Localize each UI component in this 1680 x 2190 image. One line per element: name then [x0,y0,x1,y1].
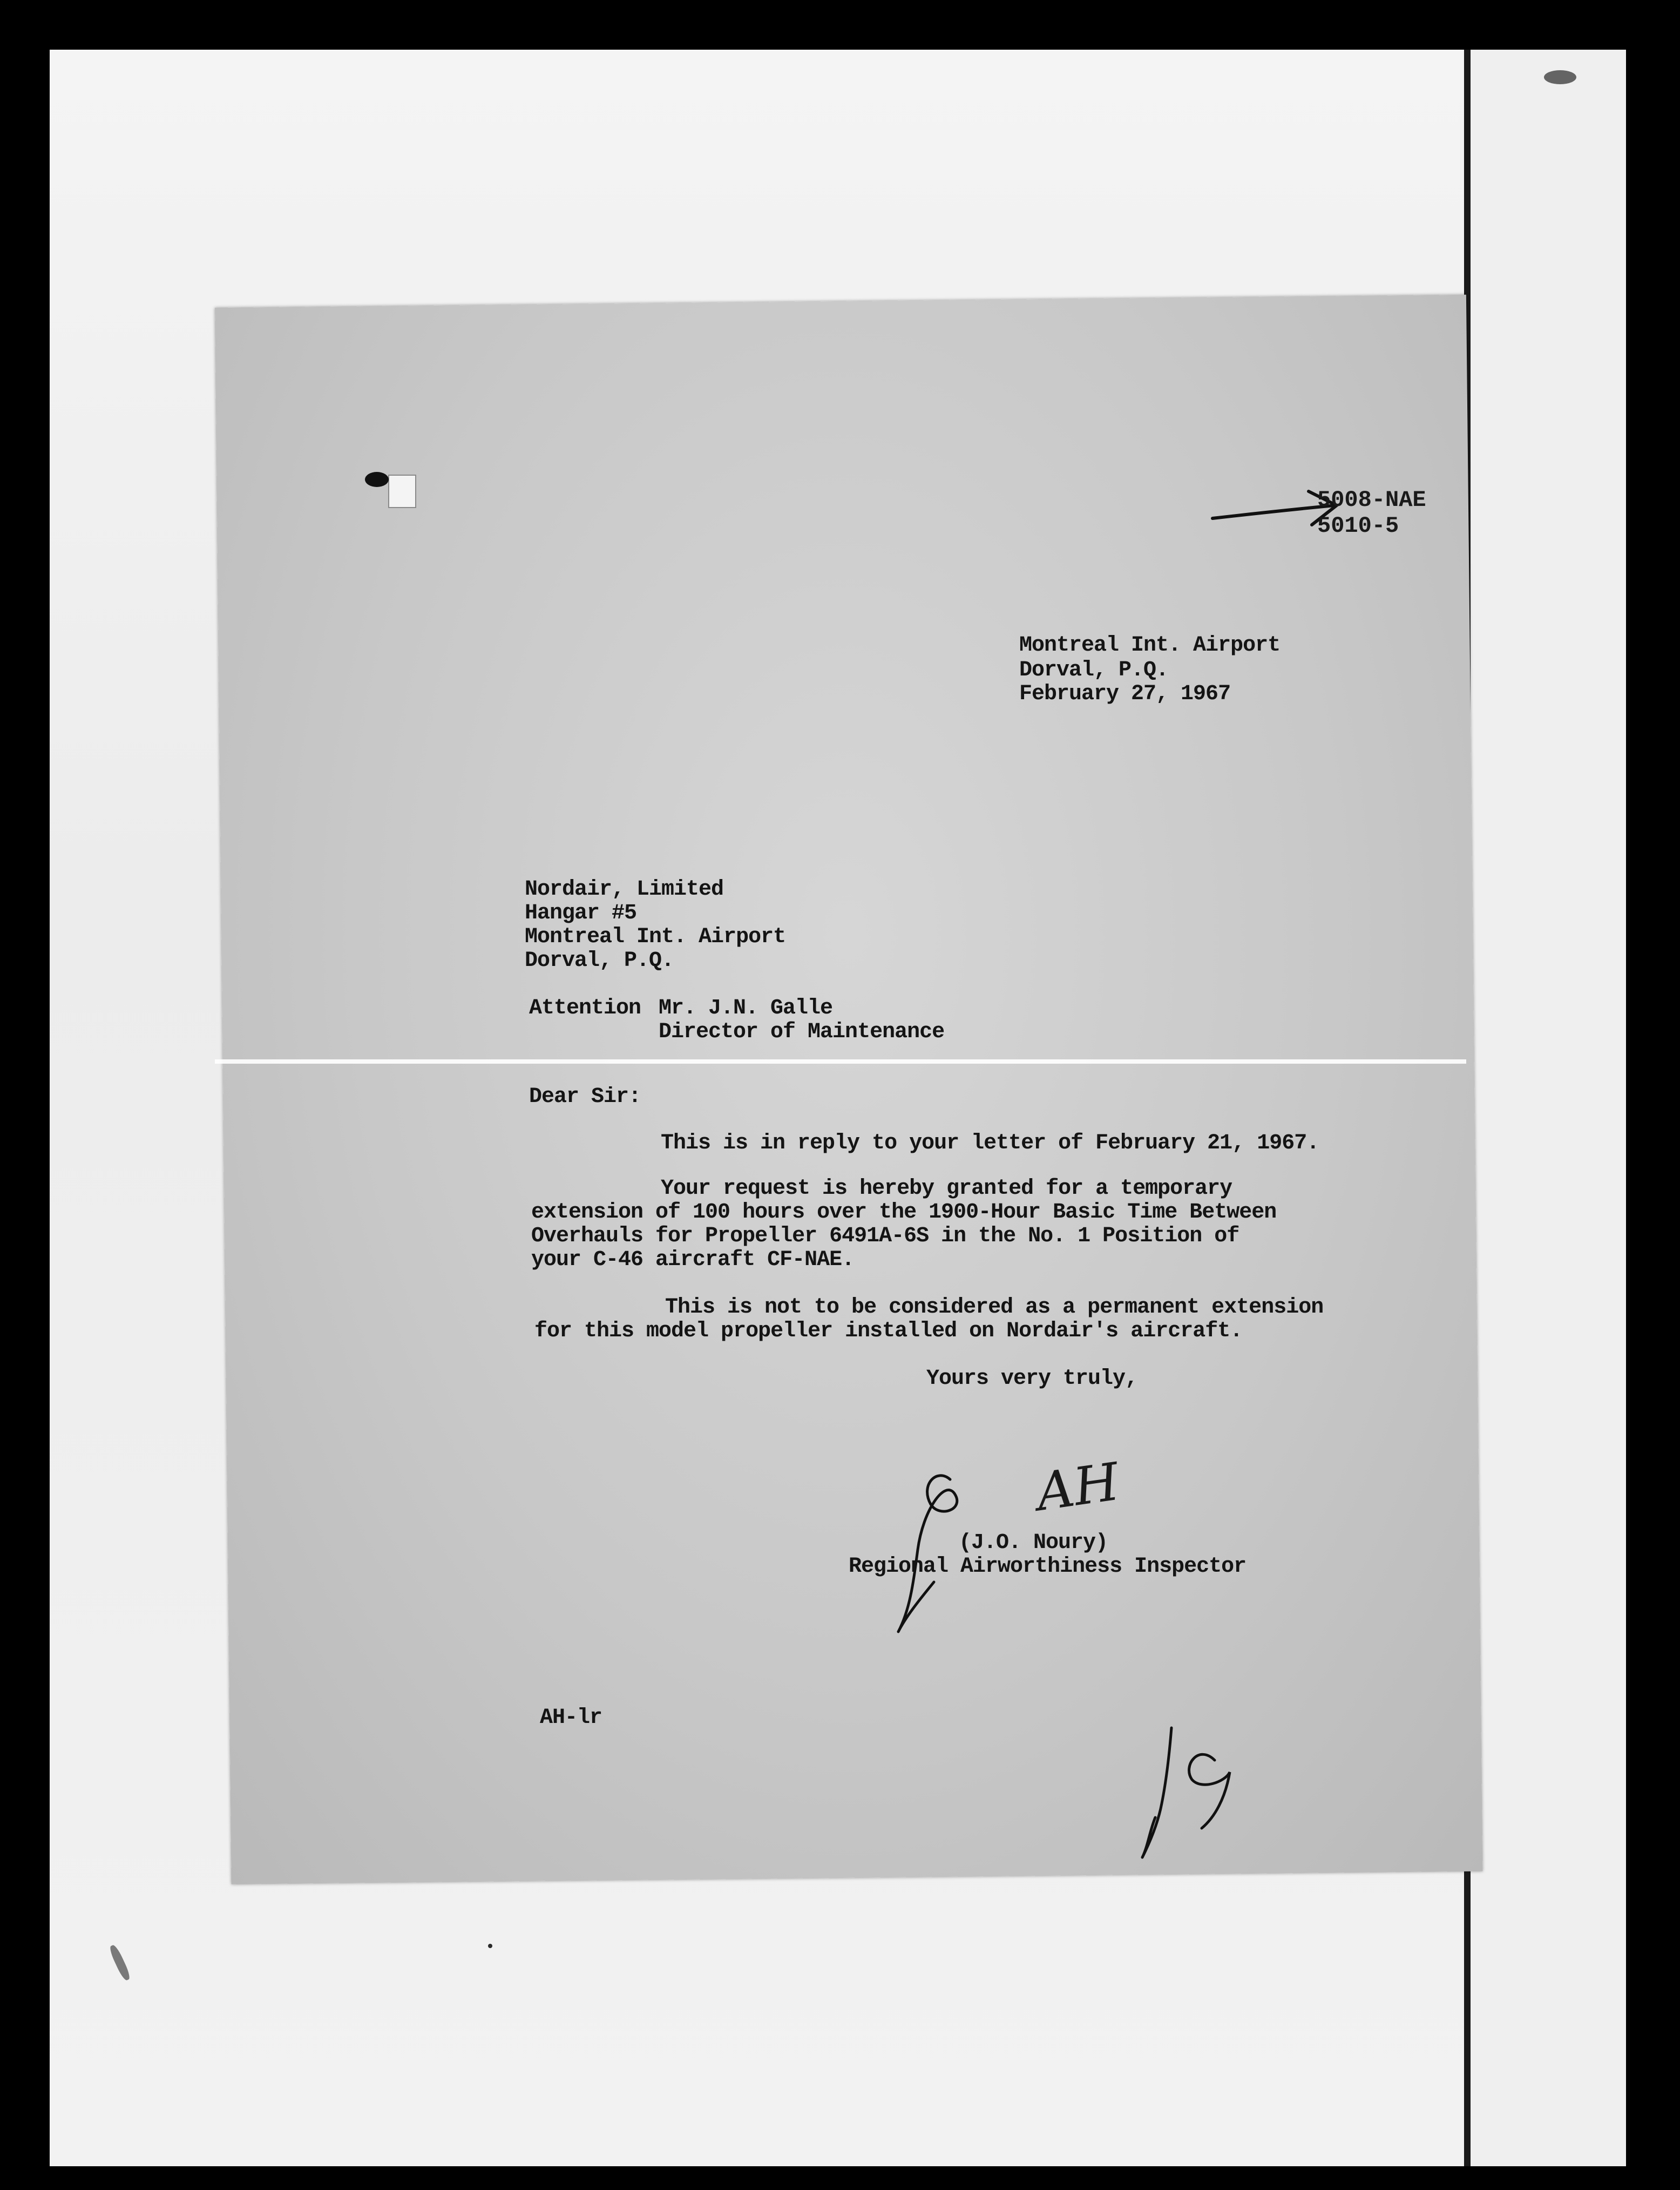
attention-name: Mr. J.N. Galle [659,996,833,1020]
scan-speck [1544,70,1576,84]
reference-initials: AH-lr [540,1706,602,1730]
body-paragraph-2-line-3: Overhauls for Propeller 6491A-6S in the No. 1 Position of [531,1224,1239,1248]
file-reference-1: 5008-NAE [1317,487,1426,513]
handwritten-initials-ah: AH [1032,1451,1123,1523]
closing: Yours very truly, [926,1367,1138,1391]
body-paragraph-2-line-1: Your request is hereby granted for a temporary [661,1177,1232,1201]
body-paragraph-3-line-2: for this model propeller installed on Nordair's aircraft. [534,1319,1243,1343]
handwritten-corner-initials [1134,1722,1242,1863]
file-reference-2: 5010-5 [1317,513,1399,539]
attention-title: Director of Maintenance [659,1020,945,1044]
recipient-line-3: Montreal Int. Airport [525,925,786,949]
body-paragraph-1: This is in reply to your letter of February 21, 1967. [661,1131,1319,1155]
staple-hole-mark [362,465,426,513]
signer-name: (J.O. Noury) [959,1531,1108,1555]
attention-label: Attention [529,996,641,1020]
body-paragraph-2-line-2: extension of 100 hours over the 1900-Hour Basic Time Between [531,1200,1277,1225]
recipient-line-2: Hangar #5 [525,901,637,925]
salutation: Dear Sir: [529,1085,641,1109]
recipient-line-1: Nordair, Limited [525,877,724,902]
scan-speck [488,1944,492,1948]
body-paragraph-2-line-4: your C-46 aircraft CF-NAE. [531,1248,855,1272]
recipient-line-4: Dorval, P.Q. [525,949,674,973]
signer-title: Regional Airworthiness Inspector [849,1554,1247,1579]
body-paragraph-3-line-1: This is not to be considered as a permanent extension [665,1295,1324,1320]
mount-edge-strip [1471,50,1626,2166]
sender-address-line-2: Dorval, P.Q. [1019,658,1169,682]
sender-address-line-1: Montreal Int. Airport [1019,633,1281,658]
letter-date: February 27, 1967 [1019,682,1231,706]
fold-line [215,1059,1466,1064]
